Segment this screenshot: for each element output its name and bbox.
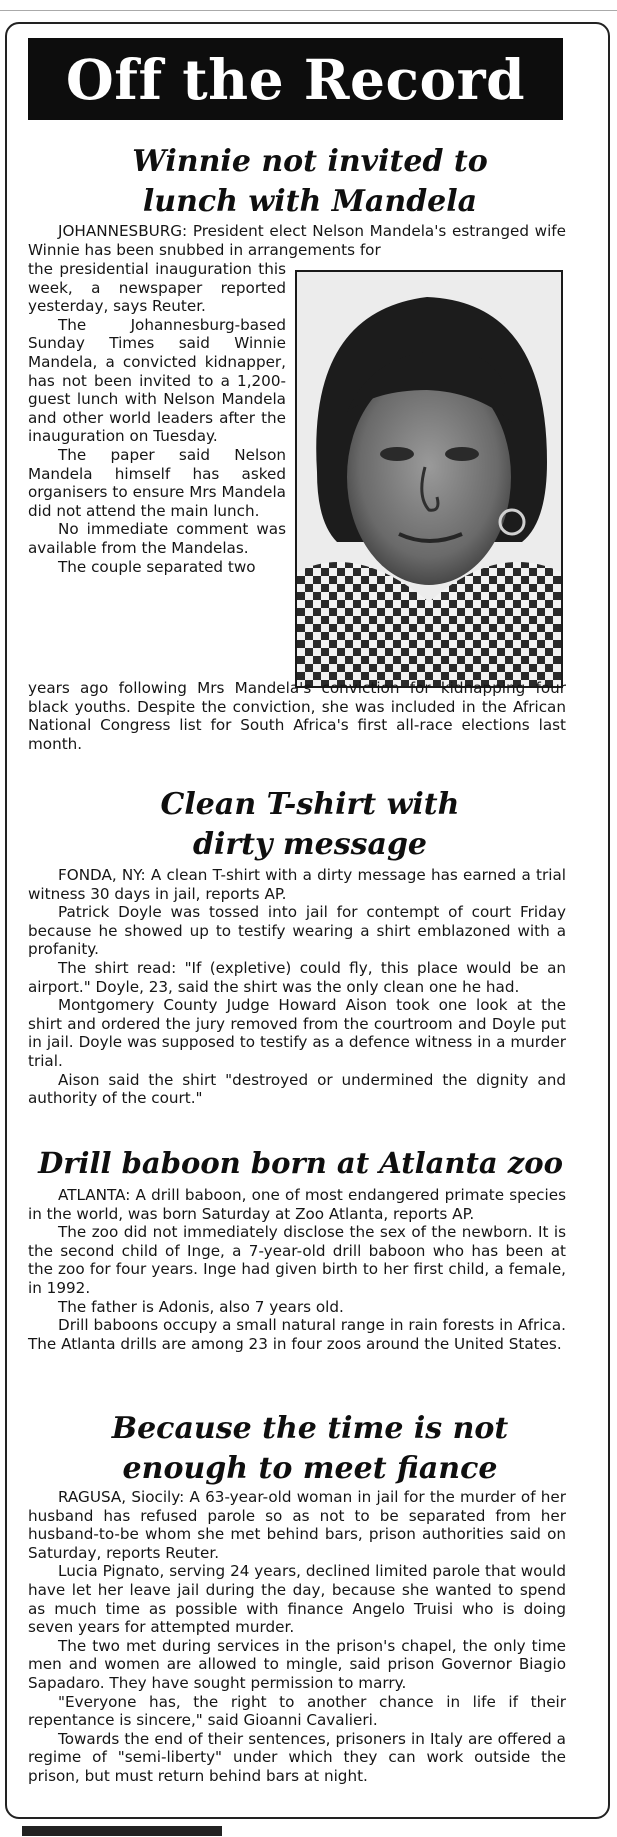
story1-paragraph-4: The paper said Nelson Mandela himself has asked organisers to ensure Mrs Mandela did not attend the main lunch. [28, 445, 286, 520]
story1-paragraph-5: No immediate comment was available from the Mandelas. [28, 520, 286, 557]
story1-column [28, 260, 286, 576]
story4-paragraph-4: "Everyone has, the right to another chance in life if their repentance is sincere," said Gioanni Cavalieri. [28, 1692, 566, 1730]
story4-paragraph-1: RAGUSA, Siocily: A 63-year-old woman in jail for the murder of her husband has refused parole so as not to be separated from her husband-to-be whom she met behind bars, prison authorities said on Saturday, reports Reuter. [28, 1488, 566, 1562]
next-clipping-edge [0, 1822, 617, 1837]
story2-paragraph-5: Aison said the shirt "destroyed or undermined the dignity and authority of the court." [28, 1070, 566, 1108]
story1-paragraph-6: The couple separated two [58, 557, 256, 576]
portrait-image [297, 272, 561, 686]
story4-paragraph-3: The two met during services in the prison's chapel, the only time men and women are allowed to mingle, said prison Governor Biagio Sapadaro. They have sought permission to marry. [28, 1636, 566, 1692]
story2-paragraph-1: FONDA, NY: A clean T-shirt with a dirty message has earned a trial witness 30 days in jail, reports AP. [28, 866, 566, 903]
story3-paragraph-4: Drill baboons occupy a small natural range in rain forests in Africa. The Atlanta drills are among 23 in four zoos around the United States. [28, 1316, 566, 1353]
story2-paragraph-3: The shirt read: "If (expletive) could fly, this place would be an airport." Doyle, 23, said the shirt was the only clean one he had. [28, 958, 566, 996]
story1-paragraph-2: the presidential inauguration this week, a newspaper reported yesterday, says Reuter. [28, 260, 286, 316]
story3-body [28, 1186, 566, 1353]
story2-headline [40, 785, 580, 865]
story3-paragraph-3: The father is Adonis, also 7 years old. [58, 1297, 344, 1316]
story1-headline-line2: lunch with Mandela [142, 184, 478, 219]
story4-headline [40, 1409, 580, 1489]
story2-body [28, 866, 566, 1108]
story1-paragraph-1: JOHANNESBURG: President elect Nelson Mandela's estranged wife Winnie has been snubbed in arrangements for [28, 222, 566, 259]
story4-body [28, 1488, 566, 1786]
story4-headline-line1: Because the time is not [111, 1411, 509, 1446]
story4-paragraph-2: Lucia Pignato, serving 24 years, declined limited parole that would have let her leave jail during the day, because she wanted to spend as much time as possible with finance Angelo Truisi who is doing seven years for attempted murder. [28, 1562, 566, 1637]
story2-paragraph-2: Patrick Doyle was tossed into jail for contempt of court Friday because he showed up to testify wearing a shirt emblazoned with a profanity. [28, 903, 566, 959]
story4-paragraph-5: Towards the end of their sentences, prisoners in Italy are offered a regime of "semi-liberty" under which they can work outside the prison, but must return behind bars at night. [28, 1729, 566, 1785]
story1-lede [28, 222, 566, 259]
story2-headline-line1: Clean T-shirt with [160, 787, 460, 822]
story1-paragraph-3: The Johannesburg-based Sunday Times said Winnie Mandela, a convicted kidnapper, has not been invited to a 1,200-guest lunch with Nelson Mandela and other world leaders after the inauguration on Tuesday. [28, 315, 286, 446]
story3-paragraph-1: ATLANTA: A drill baboon, one of most endangered primate species in the world, was born Saturday at Zoo Atlanta, reports AP. [28, 1186, 566, 1223]
top-rule [0, 0, 617, 11]
story3-paragraph-2: The zoo did not immediately disclose the sex of the newborn. It is the second child of Inge, a 7-year-old drill baboon who has been at the zoo for four years. Inge had given birth to her first child, a female, in 1992. [28, 1223, 566, 1297]
story1-headline-line1: Winnie not invited to [132, 144, 488, 179]
section-masthead: Off the Record [28, 38, 563, 120]
story4-headline-line2: enough to meet fiance [122, 1451, 498, 1486]
story3-headline [28, 1143, 573, 1183]
winnie-mandela-photo [295, 270, 563, 688]
story2-headline-line2: dirty message [192, 827, 428, 862]
story2-paragraph-4: Montgomery County Judge Howard Aison took one look at the shirt and ordered the jury removed from the courtroom and Doyle put in jail. Doyle was supposed to testify as a defence witness in a murder trial. [28, 996, 566, 1070]
story1-continuation [28, 679, 566, 753]
story1-headline [40, 142, 580, 222]
story1-paragraph-7: years ago following Mrs Mandela's conviction for kidnapping four black youths. Despite the conviction, she was included in the African National Congress list for South Africa's first all-race elections last month. [28, 679, 566, 753]
story3-headline-line1: Drill baboon born at Atlanta zoo [38, 1146, 563, 1180]
next-clipping-fragment [22, 1826, 222, 1836]
